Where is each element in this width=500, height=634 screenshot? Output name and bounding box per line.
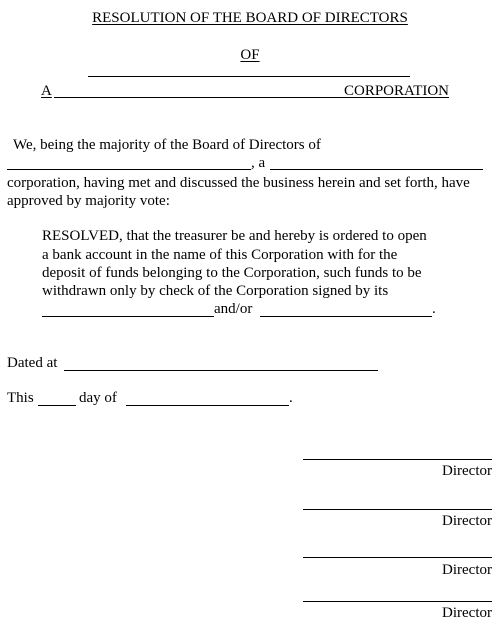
this-label: This [7, 390, 34, 406]
a-label: A [41, 83, 52, 99]
document-title: RESOLUTION OF THE BOARD OF DIRECTORS [92, 10, 408, 26]
dated-at-location-blank[interactable] [64, 370, 378, 371]
title-of: OF [240, 47, 260, 63]
resolved-line-4: withdrawn only by check of the Corporation signed by its [42, 283, 389, 299]
intro-line-2: corporation, having met and discussed the business herein and set forth, have [7, 175, 470, 191]
signer-2-blank[interactable] [260, 316, 432, 317]
intro-separator-a: , a [251, 155, 266, 171]
this-day-period: . [289, 390, 293, 406]
intro-line-3: approved by majority vote: [7, 193, 170, 209]
resolved-line-1: RESOLVED, that the treasurer be and hereby is ordered to open [42, 228, 427, 244]
resolved-line-2: a bank account in the name of this Corporation with for the [42, 247, 398, 263]
day-number-blank[interactable] [38, 405, 76, 406]
signer-1-blank[interactable] [42, 316, 214, 317]
director-label: Director [442, 562, 492, 578]
corporation-label: CORPORATION [344, 83, 450, 99]
director-label: Director [442, 463, 492, 479]
resolved-period: . [432, 301, 436, 317]
state-blank[interactable] [54, 97, 344, 98]
corporation-name-blank[interactable] [88, 76, 410, 77]
director-label: Director [442, 605, 492, 621]
and-or-text: and/or [214, 301, 253, 317]
director-signature-line[interactable] [303, 459, 492, 460]
day-of-label: day of [79, 390, 117, 406]
director-signature-line[interactable] [303, 509, 492, 510]
director-signature-line[interactable] [303, 557, 492, 558]
director-signature-line[interactable] [303, 601, 492, 602]
dated-at-label: Dated at [7, 355, 58, 371]
intro-line-1: We, being the majority of the Board of Directors of [13, 137, 321, 153]
board-of-corporation-blank[interactable] [7, 169, 251, 170]
month-year-blank[interactable] [126, 405, 289, 406]
director-label: Director [442, 513, 492, 529]
corporation-type-blank[interactable] [270, 169, 483, 170]
resolved-line-3: deposit of funds belonging to the Corporation, such funds to be [42, 265, 422, 281]
